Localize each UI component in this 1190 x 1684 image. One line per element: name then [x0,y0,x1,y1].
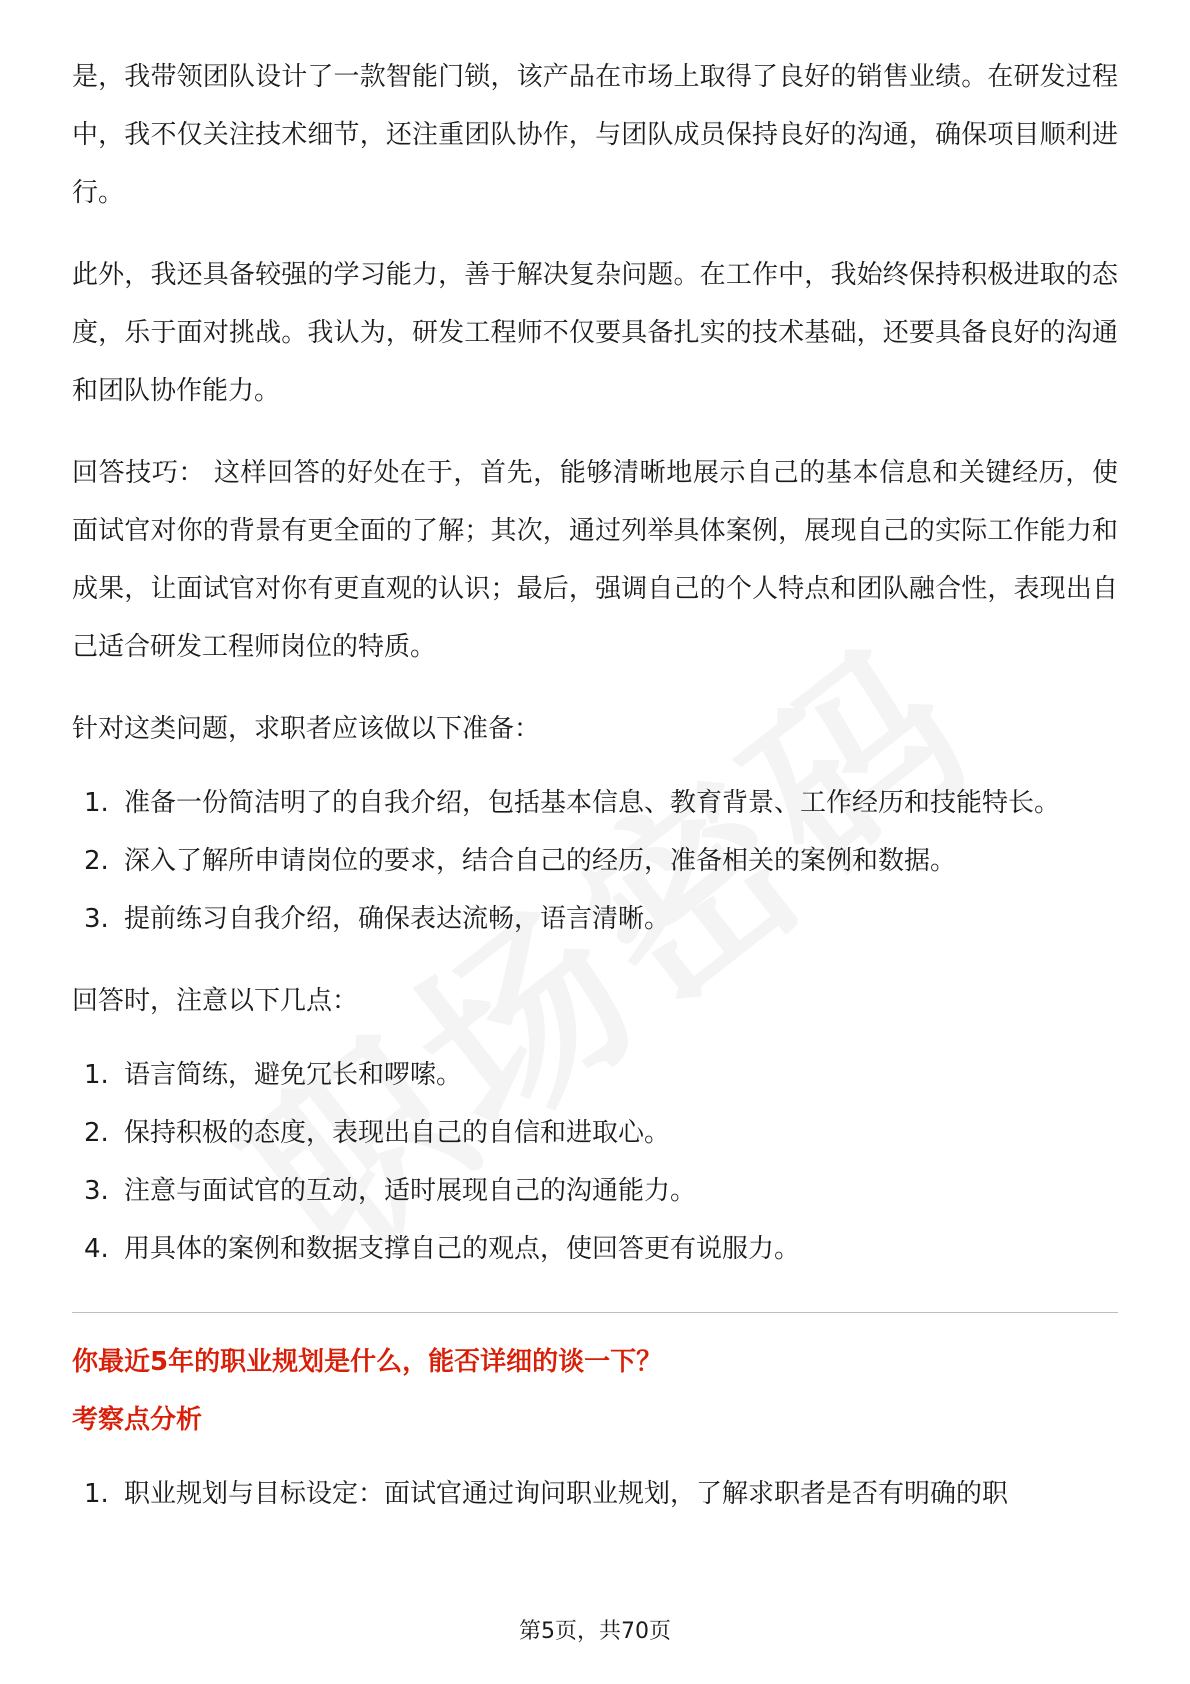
notes-intro: 回答时，注意以下几点： [72,986,359,1016]
document-body [72,48,1118,1547]
list-number: 2. [84,846,109,876]
notes-list [72,1046,1118,1278]
list-item [72,774,1118,832]
list-number: 1. [84,788,109,818]
paragraph-experience: 是，我带领团队设计了一款智能门锁，该产品在市场上取得了良好的销售业绩。在研发过程中，我不仅关注技术细节，还注重团队协作，与团队成员保持良好的沟通，确保项目顺利进行。 [72,62,1118,208]
section-divider [72,1312,1118,1313]
prep-intro: 针对这类问题，求职者应该做以下准备： [72,714,541,744]
prep-list [72,774,1118,948]
paragraph-answer-tips: 回答技巧： 这样回答的好处在于，首先，能够清晰地展示自己的基本信息和关键经历，使面试官对你的背景有更全面的了解；其次，通过列举具体案例，展现自己的实际工作能力和成果，让面试官对你有更直观的认识；最后，强调自己的个人特点和团队融合性，表现出自己适合研发工程师岗位的特质。 [72,458,1118,662]
page-number: 第5页，共70页 [519,1619,671,1644]
question-title: 你最近5年的职业规划是什么，能否详细的谈一下？ [72,1347,663,1377]
list-text: 用具体的案例和数据支撑自己的观点，使回答更有说服力。 [124,1234,801,1264]
paragraph-abilities: 此外，我还具备较强的学习能力，善于解决复杂问题。在工作中，我始终保持积极进取的态度，乐于面对挑战。我认为，研发工程师不仅要具备扎实的技术基础，还要具备良好的沟通和团队协作能力。 [72,260,1118,406]
list-item [72,1220,1118,1278]
list-number: 2. [84,1118,109,1148]
analysis-heading: 考察点分析 [72,1405,203,1435]
list-number: 1. [84,1060,109,1090]
list-text: 语言简练，避免冗长和啰嗦。 [124,1060,463,1090]
list-text: 职业规划与目标设定：面试官通过询问职业规划，了解求职者是否有明确的职 [124,1479,1009,1509]
list-text: 准备一份简洁明了的自我介绍，包括基本信息、教育背景、工作经历和技能特长。 [124,788,1061,818]
list-item [72,890,1118,948]
list-number: 1. [84,1479,109,1509]
list-item [72,1465,1118,1523]
list-item [72,832,1118,890]
list-item [72,1104,1118,1162]
list-item [72,1162,1118,1220]
list-number: 4. [84,1234,109,1264]
list-item [72,1046,1118,1104]
list-text: 注意与面试官的互动，适时展现自己的沟通能力。 [124,1176,697,1206]
list-number: 3. [84,1176,109,1206]
list-text: 深入了解所申请岗位的要求，结合自己的经历，准备相关的案例和数据。 [124,846,957,876]
list-text: 提前练习自我介绍，确保表达流畅，语言清晰。 [124,904,671,934]
list-number: 3. [84,904,109,934]
analysis-list [72,1465,1118,1523]
list-text: 保持积极的态度，表现出自己的自信和进取心。 [124,1118,671,1148]
